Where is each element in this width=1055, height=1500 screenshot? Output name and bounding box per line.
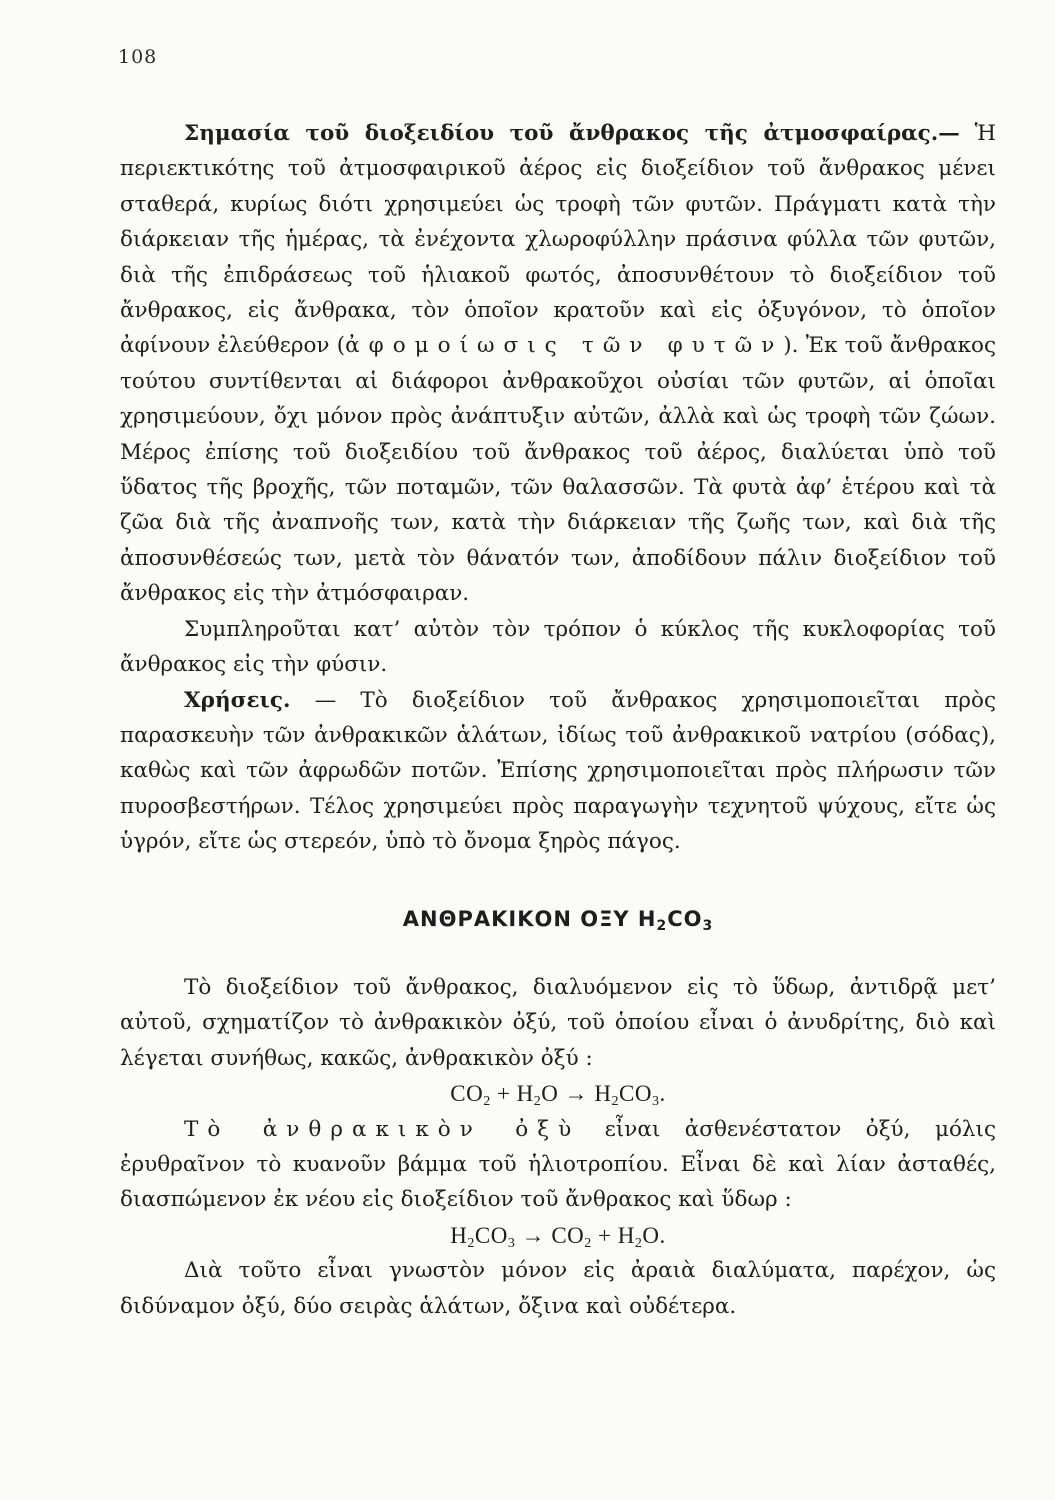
paragraph-text: — Τὸ διοξείδιον τοῦ ἄνθρακος χρησιμοποιεῖται πρὸς παρασκευὴν τῶν ἀνθρακικῶν ἁλάτων, ἰδίως τοῦ ἀνθρακικοῦ νατρίου (σόδας), καθὼς καὶ τῶν ἀφρωδῶν ποτῶν. Ἐπίσης χρησιμοποιεῖται πρὸς πλήρωσιν τῶν πυροσβεστήρων. Τέλος χρησιμεύει πρὸς παραγωγὴν τεχνητοῦ ψύχους, εἴτε ὡς ὑγρόν, εἴτε ὡς στερεόν, ὑπὸ τὸ ὄνομα ξηρὸς πάγος. — [120, 687, 996, 855]
paragraph-carbon-cycle: Συμπληροῦται κατ’ αὐτὸν τὸν τρόπον ὁ κύκλος τῆς κυκλοφορίας τοῦ ἄνθρακος εἰς τὴν φύσιν. — [120, 616, 996, 678]
paragraph-text: εἶναι ἀσθενέστατον ὀξύ, μόλις ἐρυθραῖνον τὸ κυανοῦν βάμμα τοῦ ἡλιοτροπίου. Εἶναι δὲ καὶ λίαν ἀσταθές, διασπώμενον ἐκ νέου εἰς διοξείδιον τοῦ ἄνθρακος καὶ ὕδωρ : — [120, 1116, 996, 1213]
page-body — [120, 116, 996, 1324]
spaced-term: Τὸ ἀνθρακικὸν ὀξὺ — [184, 1116, 581, 1142]
page-number: 108 — [118, 46, 158, 68]
chemical-equation-decomposition: $H_2CO_3 \to CO_2 + H_2O$. — [450, 1222, 666, 1251]
paragraph-co2-importance — [120, 116, 996, 612]
paragraph-text: Ἡ περιεκτικότης τοῦ ἀτμοσφαιρικοῦ ἀέρος εἰς διοξείδιον τοῦ ἄνθρακος μένει σταθερά, κυρίως διότι χρησιμεύει ὡς τροφὴ τῶν φυτῶν. Πράγματι κατὰ τὴν διάρκειαν τῆς ἡμέρας, τὰ ἐνέχοντα χλωροφύλλην πράσινα φύλλα τῶν φυτῶν, διὰ τῆς ἐπιδράσεως τοῦ ἡλιακοῦ φωτός, ἀποσυνθέτουν τὸ διοξείδιον τοῦ ἄνθρακος, εἰς ἄνθρακα, τὸν ὁποῖον κρατοῦν καὶ εἰς ὀξυγόνον, τὸ ὁποῖον ἀφίνουν ἐλεύθερον ( — [120, 121, 996, 359]
paragraph-text: ). Ἐκ τοῦ ἄνθρακος τούτου συντίθενται αἱ διάφοροι ἀνθρακοῦχοι οὐσίαι τῶν φυτῶν, αἱ ὁποῖαι χρησιμεύουν, ὄχι μόνον πρὸς ἀνάπτυξιν αὐτῶν, ἀλλὰ καὶ ὡς τροφὴ τῶν ζώων. Μέρος ἐπίσης τοῦ διοξειδίου τοῦ ἄνθρακος τοῦ ἀέρος, διαλύεται ὑπὸ τοῦ ὕδατος τῆς βροχῆς, τῶν ποταμῶν, τῶν θαλασσῶν. Τὰ φυτὰ ἀφ’ ἑτέρου καὶ τὰ ζῶα διὰ τῆς ἀναπνοῆς των, κατὰ τὴν διάρκειαν τῆς ζωῆς των, καὶ διὰ τῆς ἀποσυνθέσεώς των, μετὰ τὸν θάνατόν των, ἀποδίδουν πάλιν διοξείδιον τοῦ ἄνθρακος εἰς τὴν ἀτμόσφαιραν. — [120, 333, 997, 607]
chemical-equation-formation: $CO_2 + H_2O \to H_2CO_3$. — [450, 1081, 666, 1110]
paragraph-heading: Σημασία τοῦ διοξειδίου τοῦ ἄνθρακος τῆς ἀτμοσφαίρας.— — [184, 121, 960, 146]
paragraph-uses — [120, 683, 996, 860]
paragraph-heading: Χρήσεις. — [184, 687, 291, 713]
paragraph-carbonic-acid-formation: Τὸ διοξείδιον τοῦ ἄνθρακος, διαλυόμενον εἰς τὸ ὕδωρ, ἀντιδρᾷ μετ’ αὐτοῦ, σχηματίζον τὸ ἀνθρακικὸν ὀξύ, τοῦ ὁποίου εἶναι ὁ ἀνυδρίτης, διὸ καὶ λέγεται συνήθως, κακῶς, ἀνθρακικὸν ὀξύ : — [120, 974, 996, 1071]
section-heading: ΑΝΘΡΑΚΙΚΟΝ ΟΞΥ $H_2CO_3$ — [402, 906, 714, 934]
spaced-term: ἀφομοίωσις τῶν φυτῶν — [345, 333, 784, 359]
paragraph-weak-acid — [120, 1112, 996, 1218]
paragraph-salts: Διὰ τοῦτο εἶναι γνωστὸν μόνον εἰς ἀραιὰ διαλύματα, παρέχον, ὡς διδύναμον ὀξύ, δύο σειρὰς ἁλάτων, ὄξινα καὶ οὐδέτερα. — [120, 1258, 996, 1319]
